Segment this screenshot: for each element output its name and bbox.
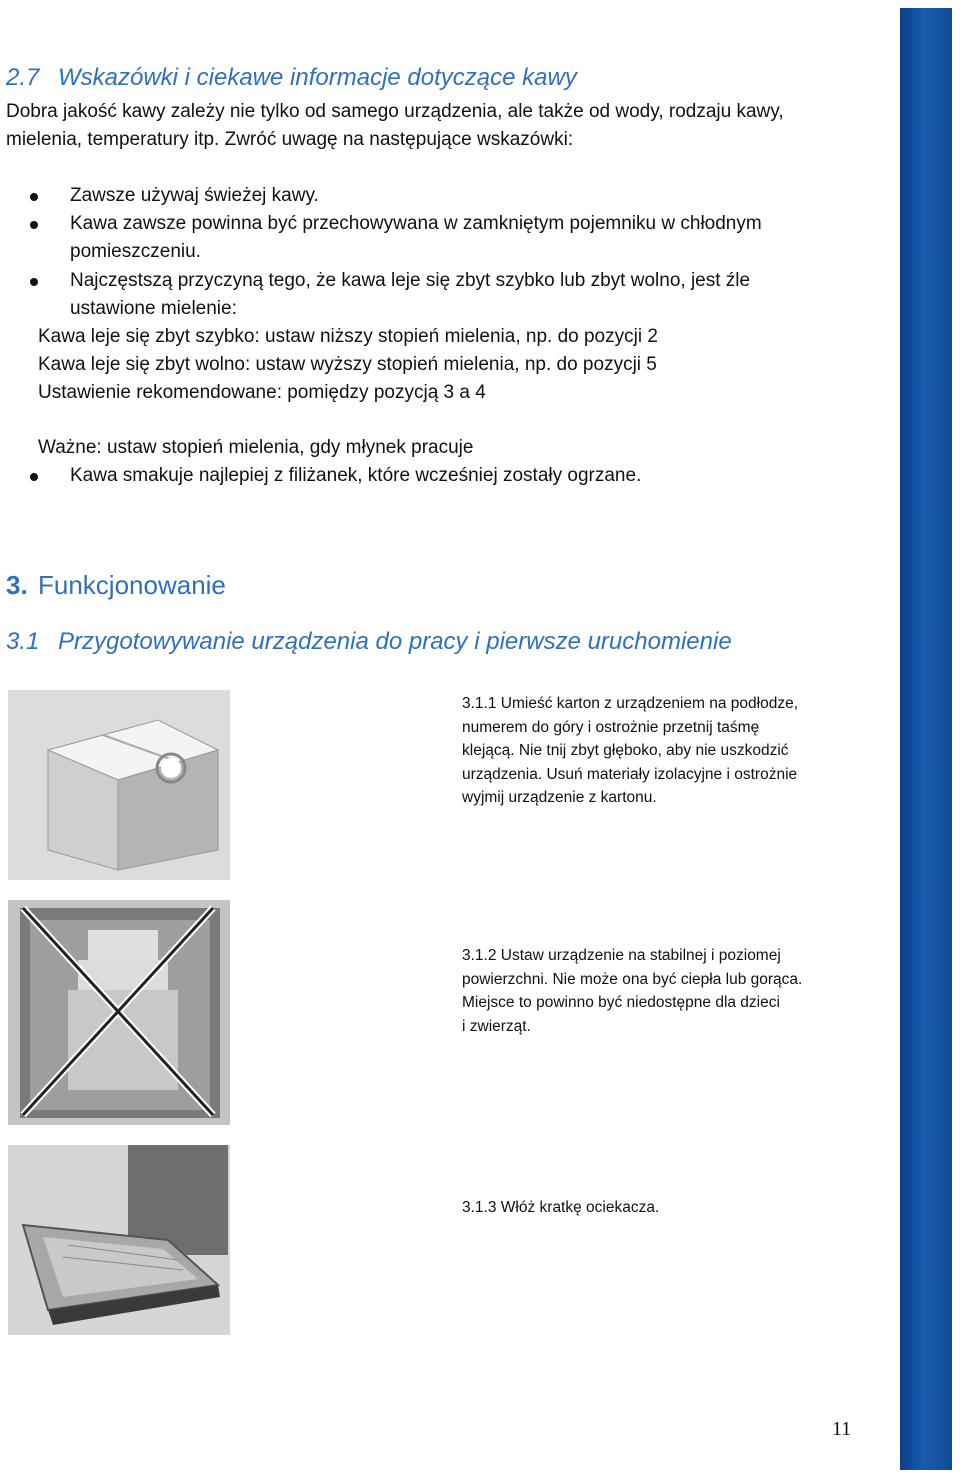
- step-caption-line: urządzenia. Usuń materiały izolacyjne i ostrożnie: [462, 765, 798, 783]
- box-photo: [8, 690, 230, 880]
- bullet-text: pomieszczeniu.: [70, 241, 201, 262]
- machine-illustration: [8, 900, 230, 1125]
- bullet-text: Najczęstszą przyczyną tego, że kawa leje się zbyt szybko lub zbyt wolno, jest źle: [70, 270, 751, 291]
- drip-tray-illustration: [8, 1145, 230, 1335]
- step-caption-line: powierzchni. Nie może ona być ciepła lub gorąca.: [462, 970, 803, 988]
- machine-warning-photo: [8, 900, 230, 1125]
- grind-important-line: Ważne: ustaw stopień mielenia, gdy młynek pracuje: [38, 437, 474, 458]
- step-caption-line: 3.1.1 Umieść karton z urządzeniem na podłodze,: [462, 695, 799, 712]
- step-caption-line: klejącą. Nie tnij zbyt głęboko, aby nie uszkodzić: [462, 742, 789, 759]
- side-color-bar: [900, 8, 952, 1470]
- grind-recommended-line: Ustawienie rekomendowane: pomiędzy pozycją 3 a 4: [38, 382, 486, 403]
- bullet-icon: [30, 193, 38, 201]
- step-caption: [462, 692, 852, 810]
- box-illustration: [8, 690, 230, 880]
- grind-fast-line: Kawa leje się zbyt szybko: ustaw niższy stopień mielenia, np. do pozycji 2: [38, 326, 658, 347]
- bullet-text: Kawa zawsze powinna być przechowywana w zamkniętym pojemniku w chłodnym: [70, 213, 762, 234]
- bullet-text: Zawsze używaj świeżej kawy.: [70, 185, 319, 206]
- step-caption-line: numerem do góry i ostrożnie przetnij taśmę: [462, 718, 760, 736]
- step-caption-line: wyjmij urządzenie z kartonu.: [462, 789, 657, 806]
- drip-tray-photo: [8, 1145, 230, 1335]
- bullet-icon: [30, 278, 38, 286]
- intro-line: mielenia, temperatury itp. Zwróć uwagę na następujące wskazówki:: [6, 129, 574, 150]
- step-caption: [462, 1196, 852, 1220]
- section-number: 2.7: [6, 64, 40, 91]
- section-title: Wskazówki i ciekawe informacje dotyczące kawy: [58, 64, 577, 91]
- bullet-icon: [30, 221, 38, 229]
- bullet-text: Kawa smakuje najlepiej z filiżanek, które wcześniej zostały ogrzane.: [70, 465, 642, 486]
- step-caption-line: 3.1.2 Ustaw urządzenie na stabilnej i poziomej: [462, 947, 781, 964]
- section-number: 3.1: [6, 628, 40, 655]
- bullet-icon: [30, 473, 38, 481]
- intro-line: Dobra jakość kawy zależy nie tylko od samego urządzenia, ale także od wody, rodzaju kawy,: [6, 101, 784, 122]
- step-caption: [462, 944, 852, 1038]
- step-caption-line: Miejsce to powinno być niedostępne dla dzieci: [462, 994, 780, 1011]
- grind-slow-line: Kawa leje się zbyt wolno: ustaw wyższy stopień mielenia, np. do pozycji 5: [38, 354, 657, 375]
- page-number: 11: [832, 1418, 852, 1440]
- chapter-title: Funkcjonowanie: [38, 570, 226, 600]
- section-title: Przygotowywanie urządzenia do pracy i pierwsze uruchomienie: [58, 628, 732, 655]
- bullet-text: ustawione mielenie:: [70, 298, 237, 319]
- step-caption-line: 3.1.3 Włóż kratkę ociekacza.: [462, 1199, 660, 1216]
- chapter-number: 3.: [6, 570, 28, 600]
- step-caption-line: i zwierząt.: [462, 1017, 531, 1035]
